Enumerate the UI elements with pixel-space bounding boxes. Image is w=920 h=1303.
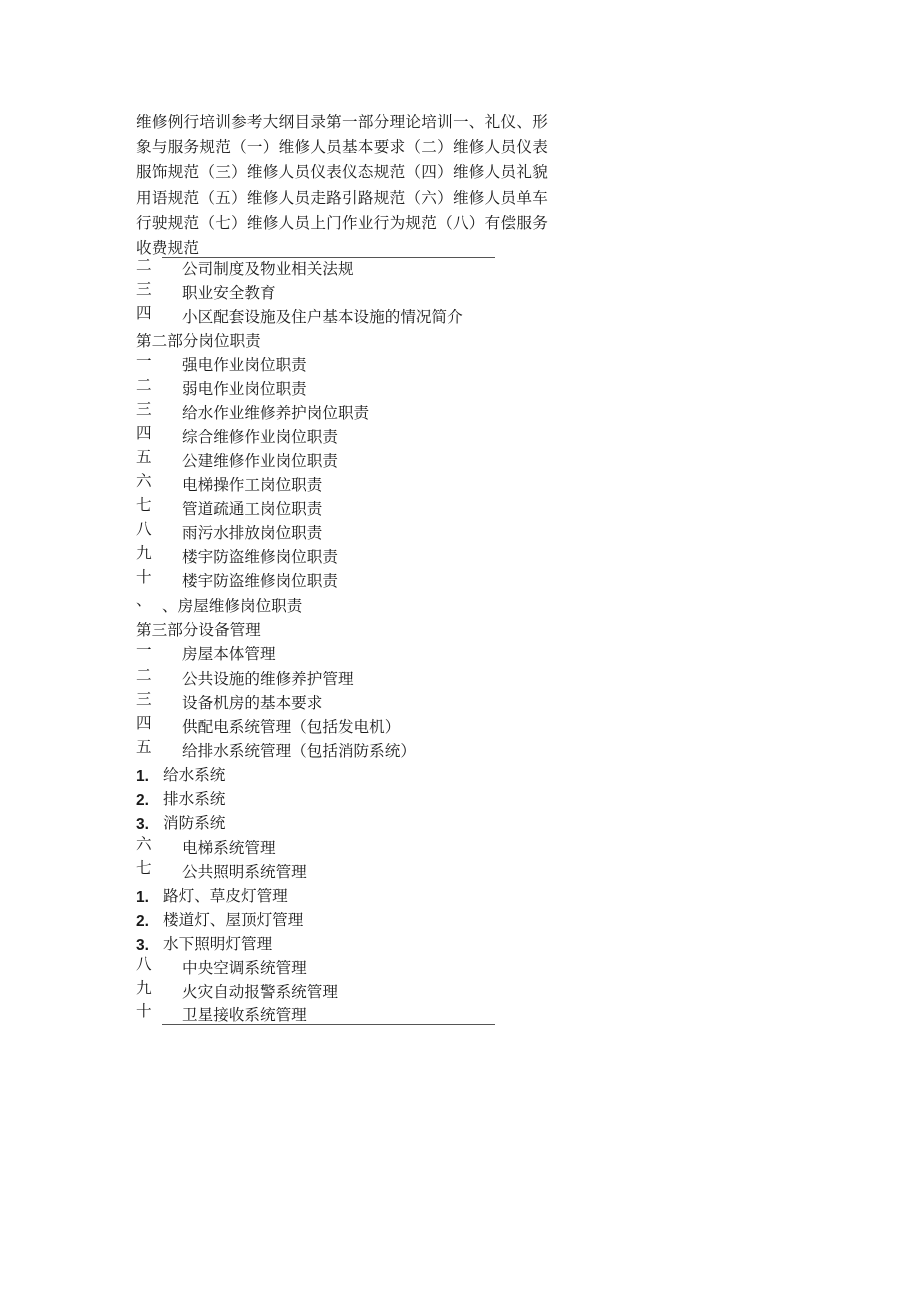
item-text: 设备机房的基本要求 xyxy=(182,694,323,712)
item-text: 路灯、草皮灯管理 xyxy=(163,887,288,905)
item-text: 综合维修作业岗位职责 xyxy=(182,428,338,446)
item-text: 楼道灯、屋顶灯管理 xyxy=(163,911,304,929)
item-text: 排水系统 xyxy=(163,790,226,808)
item-text: 弱电作业岗位职责 xyxy=(182,380,307,398)
item-text: 房屋本体管理 xyxy=(182,645,276,663)
item-text: 、房屋维修岗位职责 xyxy=(162,597,303,615)
item-text: 电梯系统管理 xyxy=(182,839,276,857)
item-number: 1. xyxy=(136,889,149,906)
item-text: 电梯操作工岗位职责 xyxy=(182,476,323,494)
item-marker: 二 xyxy=(136,256,152,274)
item-marker: 五 xyxy=(136,738,152,756)
item-marker: 八 xyxy=(136,520,152,538)
item-marker: 六 xyxy=(136,472,152,490)
item-number: 3. xyxy=(136,816,149,833)
item-marker: 、 xyxy=(136,591,152,609)
item-marker: 七 xyxy=(136,859,152,877)
item-marker: 四 xyxy=(136,304,152,322)
item-marker: 二 xyxy=(136,666,152,684)
item-marker: 七 xyxy=(136,496,152,514)
item-number: 1. xyxy=(136,768,149,785)
section-heading: 第三部分设备管理 xyxy=(136,621,261,639)
section-heading: 第二部分岗位职责 xyxy=(136,332,261,350)
item-text: 小区配套设施及住户基本设施的情况简介 xyxy=(182,308,463,326)
item-number: 3. xyxy=(136,937,149,954)
item-text: 公建维修作业岗位职责 xyxy=(182,452,338,470)
item-marker: 三 xyxy=(136,280,152,298)
item-text: 公共设施的维修养护管理 xyxy=(182,670,354,688)
item-text: 给排水系统管理（包括消防系统） xyxy=(182,742,416,760)
item-text: 公司制度及物业相关法规 xyxy=(182,260,354,278)
item-text: 楼宇防盗维修岗位职责 xyxy=(182,572,338,590)
item-text: 管道疏通工岗位职责 xyxy=(182,500,323,518)
item-text: 火灾自动报警系统管理 xyxy=(182,983,338,1001)
item-text: 公共照明系统管理 xyxy=(182,863,307,881)
item-number: 2. xyxy=(136,913,149,930)
item-text: 供配电系统管理（包括发电机） xyxy=(182,718,401,736)
item-text: 强电作业岗位职责 xyxy=(182,356,307,374)
item-text: 中央空调系统管理 xyxy=(182,959,307,977)
item-marker: 四 xyxy=(136,424,152,442)
item-text: 给水系统 xyxy=(163,766,226,784)
item-marker: 四 xyxy=(136,714,152,732)
item-marker: 十 xyxy=(136,568,152,586)
horizontal-rule xyxy=(162,1024,495,1025)
item-text: 雨污水排放岗位职责 xyxy=(182,524,323,542)
item-marker: 八 xyxy=(136,955,152,973)
item-text: 职业安全教育 xyxy=(182,284,276,302)
intro-paragraph: 维修例行培训参考大纲目录第一部分理论培训一、礼仪、形象与服务规范（一）维修人员基本要求（二）维修人员仪表服饰规范（三）维修人员仪表仪态规范（四）维修人员礼貌用语规范（五）维修人员走路引路规范（六）维修人员单车行驶规范（七）维修人员上门作业行为规范（八）有偿服务收费规范 xyxy=(136,113,548,258)
item-marker: 五 xyxy=(136,448,152,466)
item-marker: 一 xyxy=(136,641,152,659)
item-text: 卫星接收系统管理 xyxy=(182,1006,307,1024)
item-marker: 九 xyxy=(136,979,152,997)
item-marker: 六 xyxy=(136,835,152,853)
item-marker: 三 xyxy=(136,400,152,418)
item-text: 消防系统 xyxy=(163,814,226,832)
item-marker: 九 xyxy=(136,544,152,562)
item-text: 给水作业维修养护岗位职责 xyxy=(182,404,370,422)
item-marker: 三 xyxy=(136,690,152,708)
item-marker: 一 xyxy=(136,352,152,370)
item-text: 水下照明灯管理 xyxy=(163,935,273,953)
item-text: 楼宇防盗维修岗位职责 xyxy=(182,548,338,566)
item-marker: 二 xyxy=(136,376,152,394)
item-number: 2. xyxy=(136,792,149,809)
item-marker: 十 xyxy=(136,1002,152,1020)
